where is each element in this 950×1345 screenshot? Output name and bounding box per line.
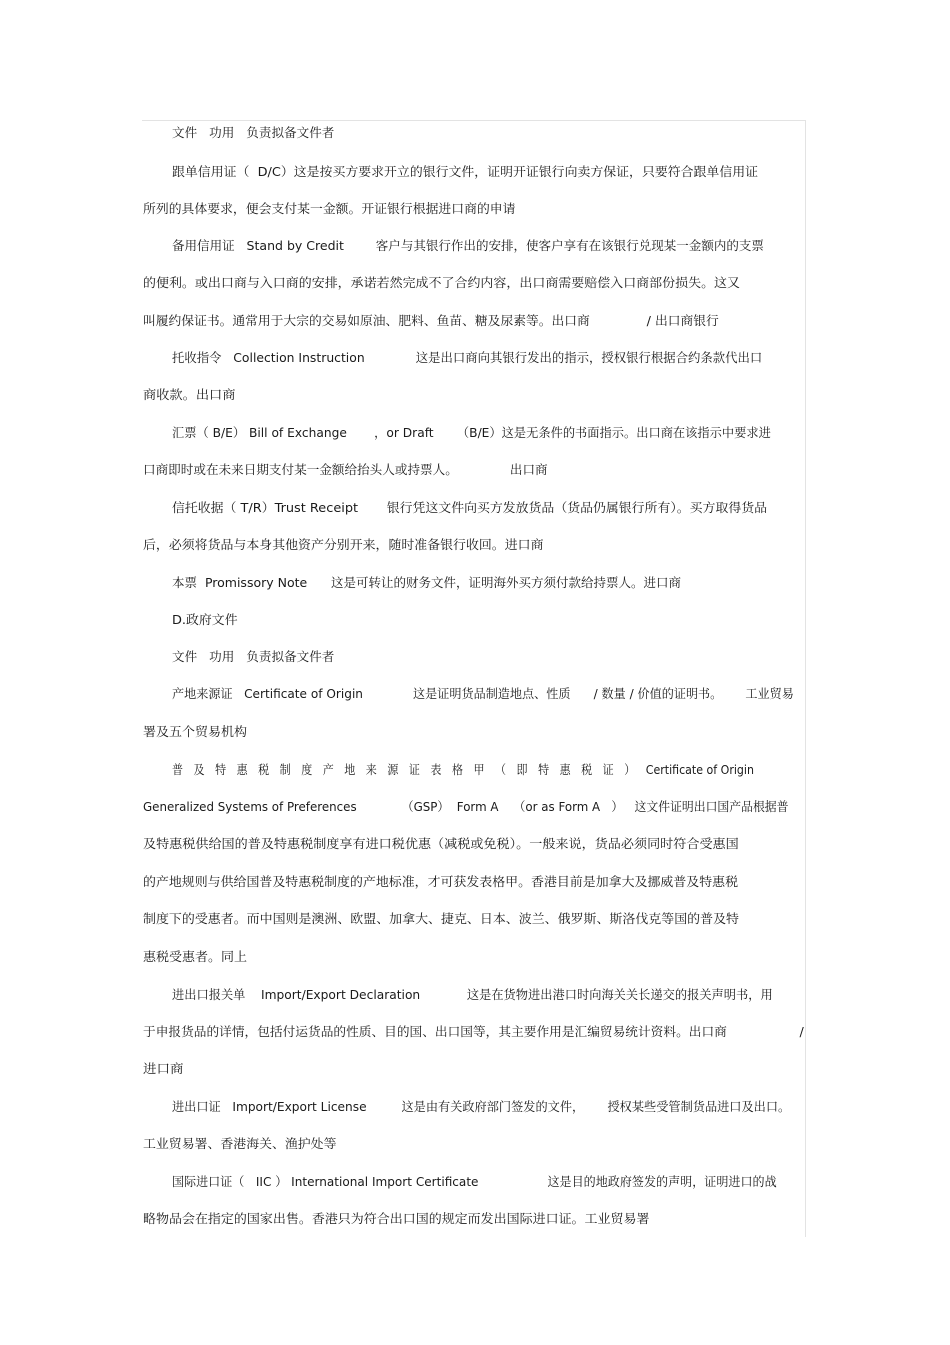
text-line: 备用信用证 Stand by Credit 客户与其银行作出的安排，使客户享有在该银行兑现某一金额内的支票 bbox=[172, 238, 764, 253]
text-line: 的便利。或出口商与入口商的安排，承诺若然完成不了合约内容，出口商需要赔偿入口商部份损失。这又 bbox=[143, 275, 741, 290]
text-line: 国际进口证（ IIC ） International Import Certificate 这是目的地政府签发的声明，证明进口的战 bbox=[172, 1174, 777, 1189]
text-line: 文件 功用 负责拟备文件者 bbox=[172, 125, 335, 140]
text-line: 进出口报关单 Import/Export Declaration 这是在货物进出港口时向海关关长递交的报关声明书，用 bbox=[172, 987, 773, 1002]
text-line: 所列的具体要求，便会支付某一金额。开证银行根据进口商的申请 bbox=[143, 201, 516, 216]
text-line: 商收款。出口商 bbox=[143, 387, 236, 402]
text-line: D.政府文件 bbox=[172, 612, 238, 627]
text-line: 略物品会在指定的国家出售。香港只为符合出口国的规定而发出国际进口证。工业贸易署 bbox=[143, 1211, 650, 1226]
text-line: 口商即时或在未来日期支付某一金额给抬头人或持票人。 出口商 bbox=[143, 462, 548, 477]
text-line: 汇票（ B/E） Bill of Exchange ，or Draft （B/E）这是无条件的书面指示。出口商在该指示中要求进 bbox=[172, 425, 771, 440]
text-line: 署及五个贸易机构 bbox=[143, 724, 248, 739]
text-line: 跟单信用证（ D/C）这是按买方要求开立的银行文件，证明开证银行向卖方保证，只要符合跟单信用证 bbox=[172, 164, 759, 179]
text-line: 本票 Promissory Note 这是可转让的财务文件，证明海外买方须付款给持票人。进口商 bbox=[172, 575, 682, 590]
text-line: 惠税受惠者。同上 bbox=[143, 949, 248, 964]
text-line: Generalized Systems of Preferences （GSP） Form A （or as Form A ） 这文件证明出口国产品根据普 bbox=[143, 799, 789, 814]
text-line: 叫履约保证书。通常用于大宗的交易如原油、肥料、鱼苗、糖及尿素等。出口商 / 出口商银行 bbox=[143, 313, 719, 328]
text-line: 信托收据（ T/R）Trust Receipt 银行凭这文件向买方发放货品（货品仍属银行所有）。买方取得货品 bbox=[172, 500, 768, 515]
text-line: 文件 功用 负责拟备文件者 bbox=[172, 649, 335, 664]
text-line: 及特惠税供给国的普及特惠税制度享有进口税优惠（减税或免税）。一般来说，货品必须同时符合受惠国 bbox=[143, 836, 739, 851]
text-line: 后，必须将货品与本身其他资产分别开来，随时准备银行收回。进口商 bbox=[143, 537, 544, 552]
text-line: 的产地规则与供给国普及特惠税制度的产地标准，才可获发表格甲。香港目前是加拿大及挪威普及特惠税 bbox=[143, 874, 739, 889]
text-line: 托收指令 Collection Instruction 这是出口商向其银行发出的指示，授权银行根据合约条款代出口 bbox=[172, 350, 763, 365]
text-line: 于申报货品的详情，包括付运货品的性质、目的国、出口国等，其主要作用是汇编贸易统计资料。出口商 / bbox=[143, 1024, 804, 1039]
text-line: 工业贸易署、香港海关、渔护处等 bbox=[143, 1136, 337, 1151]
text-line: 进出口证 Import/Export License 这是由有关政府部门签发的文件， 授权某些受管制货品进口及出口。 bbox=[172, 1099, 791, 1114]
text-line: 制度下的受惠者。而中国则是澳洲、欧盟、加拿大、捷克、日本、波兰、俄罗斯、斯洛伐克等国的普及特 bbox=[143, 911, 740, 926]
text-line: 产地来源证 Certificate of Origin 这是证明货品制造地点、性质 / 数量 / 价值的证明书。 工业贸易 bbox=[172, 686, 794, 701]
text-line: 进口商 bbox=[143, 1061, 184, 1076]
text-line: 普 及 特 惠 税 制 度 产 地 来 源 证 表 格 甲 （ 即 特 惠 税 证 ） Certificate of Origin bbox=[172, 762, 754, 777]
